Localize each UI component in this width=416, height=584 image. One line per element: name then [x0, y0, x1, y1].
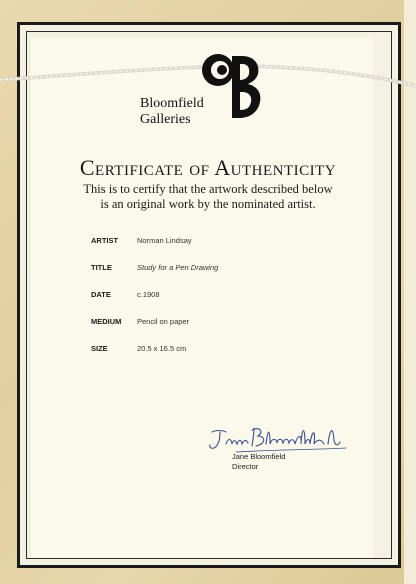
detail-label: ARTIST: [91, 236, 119, 245]
detail-label: DATE: [91, 290, 111, 299]
gallery-name-line2: Galleries: [140, 112, 191, 127]
gallery-name: [140, 96, 220, 128]
detail-row-date: [91, 290, 351, 304]
detail-value: Pencil on paper: [137, 317, 190, 326]
detail-row-size: [91, 344, 351, 358]
detail-label: TITLE: [91, 263, 112, 272]
detail-label: SIZE: [91, 344, 108, 353]
certificate-intro: [0, 182, 416, 212]
signatory-block: [232, 452, 285, 472]
detail-row-artist: [91, 236, 351, 250]
detail-row-medium: [91, 317, 351, 331]
gallery-name-line1: Bloomfield: [140, 96, 204, 111]
detail-value: Study for a Pen Drawing: [137, 263, 219, 272]
detail-label: MEDIUM: [91, 317, 122, 326]
detail-row-title: [91, 263, 351, 277]
intro-line1: This is to certify that the artwork described below: [83, 182, 333, 196]
signatory-role: Director: [232, 462, 259, 471]
signatory-name: Jane Bloomfield: [232, 452, 286, 461]
detail-value: 20.5 x 16.5 cm: [137, 344, 187, 353]
certificate-title: Certificate of Authenticity: [79, 155, 337, 180]
detail-value: c.1908: [137, 290, 160, 299]
detail-value: Norman Lindsay: [137, 236, 192, 245]
intro-line2: is an original work by the nominated artist.: [100, 197, 316, 211]
